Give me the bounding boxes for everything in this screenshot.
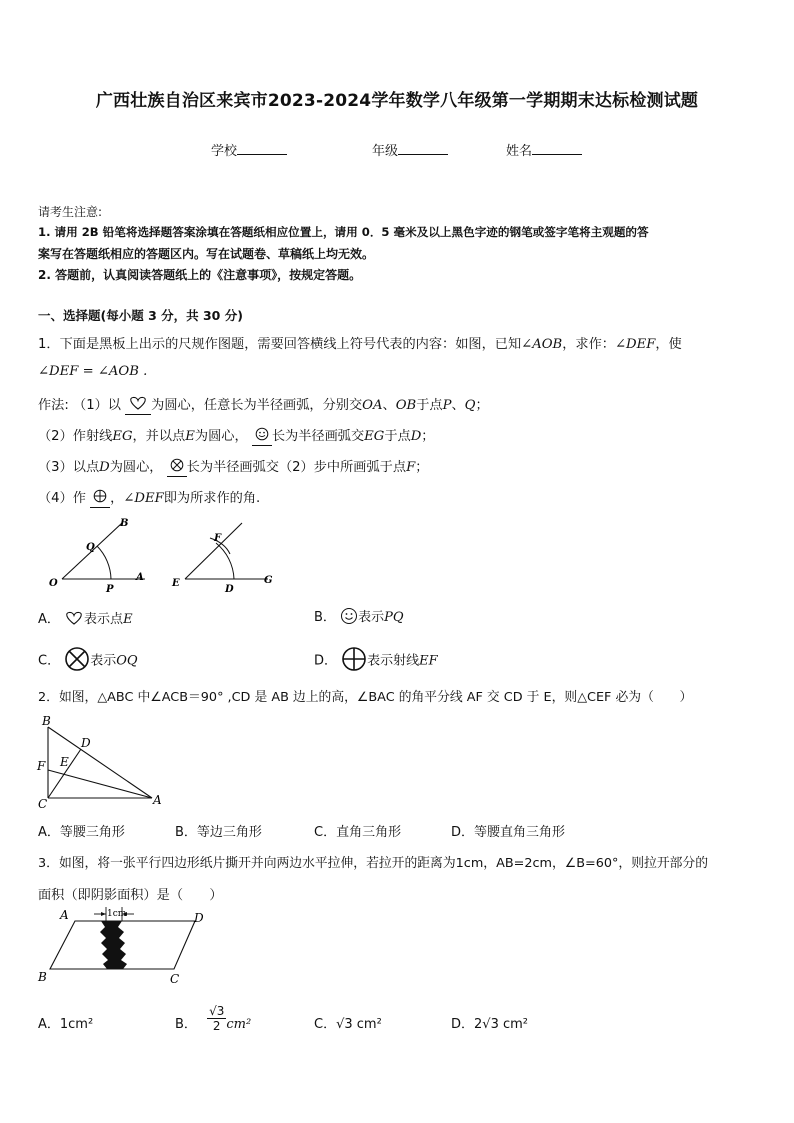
- label-p: P: [106, 584, 114, 595]
- q1-line2: ∠DEF = ∠AOB .: [38, 364, 148, 379]
- q3-option-b[interactable]: [175, 1004, 251, 1044]
- q1-step3-text: ；: [415, 460, 429, 475]
- q2-option-b[interactable]: B．等边三角形: [175, 825, 262, 840]
- q2-option-c[interactable]: C．直角三角形: [314, 825, 402, 840]
- q1-step4-text: （4）作: [38, 491, 86, 506]
- q3-stem-line2: 面积（即阴影面积）是（ ）: [38, 888, 223, 903]
- notice-heading: 请考生注意:: [38, 205, 103, 219]
- fraction-denominator: 2: [212, 1019, 221, 1033]
- q1-step2-text: 为圆心，: [194, 429, 248, 444]
- notice-item2: 2. 答题前，认真阅读答题纸上的《注意事项》，按规定答题。: [38, 268, 362, 282]
- q1-text: ，使: [655, 337, 682, 352]
- notice-item1-line2: 案写在答题纸相应的答题区内。写在试题卷、草稿纸上均无效。: [38, 247, 375, 261]
- option-text: 表示: [358, 610, 385, 625]
- q1-step2: [38, 425, 434, 446]
- q1-option-c[interactable]: [38, 646, 138, 676]
- label-a: A: [60, 908, 69, 922]
- q2-stem: 2．如图，△ABC 中∠ACB＝90° ,CD 是 AB 边上的高，∠BAC 的角平分线 AF 交 CD 于 E，则△CEF 必为（ ）: [38, 690, 693, 705]
- arc-pq: [97, 546, 111, 579]
- grade-field: [372, 140, 448, 159]
- q1-step2-text: ；: [421, 429, 435, 444]
- q1-ray-eg: EG: [364, 429, 385, 444]
- q2-option-a[interactable]: A．等腰三角形: [38, 825, 125, 840]
- option-letter: D．: [314, 653, 338, 669]
- q1-ray-oa: OA: [362, 398, 383, 413]
- q1-step4-text: 即为所求作的角.: [163, 491, 261, 506]
- q1-step1-text: 、: [382, 398, 396, 413]
- q3-option-d[interactable]: D．2√3 cm²: [451, 1017, 528, 1032]
- grade-blank: [398, 142, 448, 155]
- school-field: [211, 140, 287, 159]
- option-math: PQ: [384, 610, 404, 625]
- option-letter: C．: [38, 653, 61, 669]
- label-f: F: [214, 533, 222, 544]
- q1-step3-text: 长为半径画弧交（2）步中所画弧于点: [186, 460, 407, 475]
- label-o: O: [49, 578, 58, 589]
- exam-title: 广西壮族自治区来宾市2023-2024学年数学八年级第一学期期末达标检测试题: [95, 91, 699, 111]
- label-a: A: [136, 572, 144, 583]
- q1-point-p: P: [442, 398, 452, 413]
- option-math: E: [123, 612, 133, 627]
- name-blank: [532, 142, 582, 155]
- q2-figure: [32, 712, 172, 812]
- label-b: B: [42, 714, 51, 728]
- q1-point-f: F: [406, 460, 416, 475]
- q1-step2-text: ，并以点: [132, 429, 186, 444]
- q1-step3-text: （3）以点: [38, 460, 100, 475]
- arc-d: [216, 543, 234, 579]
- label-c: C: [170, 972, 180, 986]
- circled-plus-icon: [341, 646, 367, 676]
- option-text: 表示点: [84, 612, 124, 627]
- q1-figure: [40, 510, 290, 595]
- heart-icon: [64, 611, 84, 629]
- q1-text: 1．下面是黑板上出示的尺规作图题，需要回答横线上符号代表的内容：如图，已知: [38, 337, 522, 352]
- option-unit: cm²: [226, 1017, 252, 1032]
- school-label: 学校: [211, 144, 238, 159]
- q1-step2-text: 长为半径画弧交: [271, 429, 365, 444]
- q1-step3: [38, 456, 428, 477]
- label-e: E: [172, 578, 180, 589]
- option-text: 表示: [90, 653, 117, 669]
- fraction-numerator: √3: [209, 1004, 225, 1018]
- option-math: EF: [419, 653, 438, 669]
- q1-ray-eg: EG: [112, 429, 133, 444]
- option-letter: B．: [175, 1017, 197, 1032]
- label-d: D: [81, 736, 91, 750]
- notice-item1-line1: 1. 请用 2B 铅笔将选择题答案涂填在答题纸相应位置上，请用 0．5 毫米及以上黑色字迹的钢笔或签字笔将主观题的答: [38, 225, 649, 239]
- option-text: 表示射线: [367, 653, 420, 669]
- torn-shaded-region: [100, 921, 127, 969]
- q1-step1-text: 为圆心，任意长为半径画弧，分别交: [151, 398, 363, 413]
- q1-step1-text: 于点: [416, 398, 443, 413]
- q1-text: ，求作：: [562, 337, 615, 352]
- q1-point-d: D: [410, 429, 422, 444]
- heart-icon: [125, 396, 151, 415]
- q1-step3-text: 为圆心，: [109, 460, 163, 475]
- circled-times-icon: [167, 458, 187, 477]
- q1-step1-text: 、: [451, 398, 465, 413]
- q1-angle-aob: ∠AOB: [521, 337, 563, 352]
- q1-point-e: E: [185, 429, 195, 444]
- q1-option-b[interactable]: [314, 606, 403, 629]
- label-f: F: [37, 759, 46, 773]
- option-letter: B．: [314, 610, 336, 625]
- q1-step4: [38, 487, 260, 508]
- name-label: 姓名: [506, 144, 533, 159]
- label-dist: 1cm: [107, 909, 127, 919]
- q2-option-d[interactable]: D．等腰直角三角形: [451, 825, 566, 840]
- q1-option-d[interactable]: [314, 646, 438, 676]
- option-math: OQ: [116, 653, 138, 669]
- label-d: D: [194, 911, 204, 925]
- label-d: D: [225, 584, 234, 595]
- grade-label: 年级: [372, 144, 399, 159]
- q3-stem-line1: 3．如图，将一张平行四边形纸片撕开并向两边水平拉伸，若拉开的距离为1cm，AB=2cm，∠B=60°，则拉开部分的: [38, 856, 709, 871]
- fraction: [207, 1004, 226, 1033]
- q1-step4-text: ，: [110, 491, 124, 506]
- q1-ray-ob: OB: [395, 398, 417, 413]
- q1-point-d: D: [99, 460, 110, 475]
- section-heading: 一、选择题(每小题 3 分，共 30 分): [38, 308, 243, 323]
- label-b: B: [120, 518, 129, 529]
- q3-option-c[interactable]: C．√3 cm²: [314, 1017, 382, 1032]
- circled-times-icon: [64, 646, 90, 676]
- q1-step2-text: 于点: [384, 429, 411, 444]
- bisector-af: [48, 770, 152, 798]
- label-g: G: [264, 575, 273, 586]
- q1-step2-text: （2）作射线: [38, 429, 113, 444]
- q1-step1-text: ；: [475, 398, 489, 413]
- label-a: A: [153, 793, 162, 807]
- smiley-icon: [252, 427, 272, 446]
- q1-option-a[interactable]: [38, 608, 133, 629]
- school-blank: [237, 142, 287, 155]
- q3-option-a[interactable]: A．1cm²: [38, 1017, 94, 1032]
- label-q: Q: [86, 542, 95, 553]
- q1-line1: [38, 333, 682, 352]
- q1-angle-def: ∠DEF: [614, 337, 656, 352]
- q1-step1: [38, 394, 489, 415]
- option-letter: A．: [38, 612, 60, 627]
- label-b: B: [38, 970, 47, 984]
- name-field: [506, 140, 582, 159]
- q1-point-q: Q: [464, 398, 476, 413]
- q1-step1-text: 作法: （1）以: [38, 398, 121, 413]
- q1-angle-def: ∠DEF: [123, 491, 164, 506]
- circled-plus-icon: [90, 489, 110, 508]
- label-e: E: [60, 755, 69, 769]
- arrowhead: [101, 912, 106, 916]
- smiley-icon: [340, 607, 358, 629]
- q3-figure: [34, 905, 224, 987]
- label-c: C: [38, 797, 48, 811]
